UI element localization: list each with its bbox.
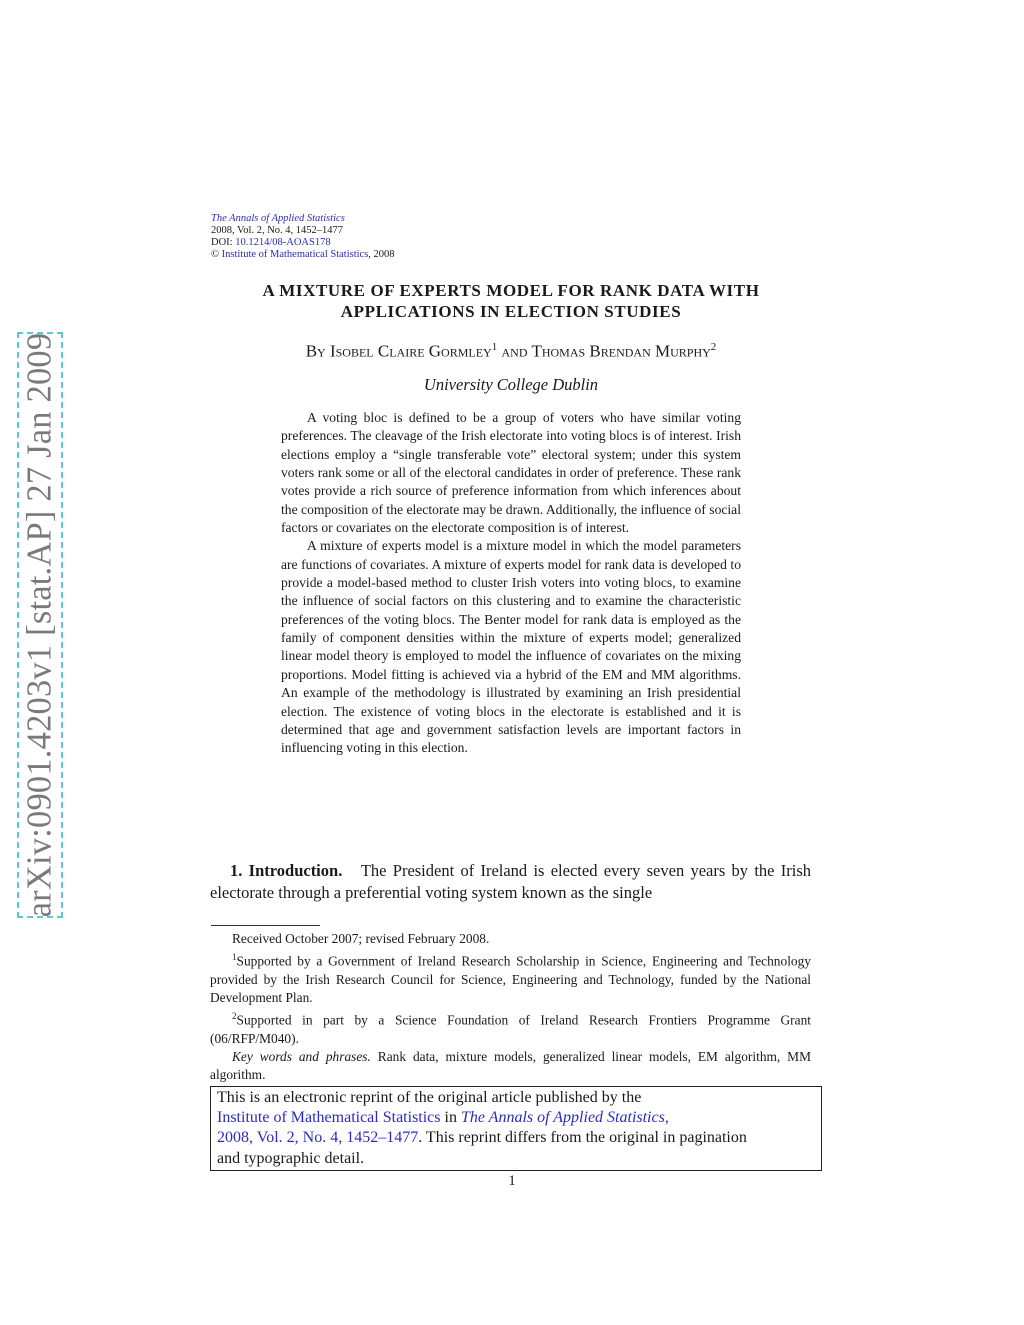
title-line-2: APPLICATIONS IN ELECTION STUDIES bbox=[340, 302, 682, 321]
introduction-section bbox=[210, 860, 811, 903]
author-line bbox=[210, 341, 812, 362]
reprint-in: in bbox=[440, 1109, 461, 1127]
footnote-1-mark: 1 bbox=[232, 952, 237, 963]
footnote-2: Supported in part by a Science Foundation of Ireland Research Frontiers Programme Grant (06/RFP/M040). bbox=[210, 1012, 811, 1046]
journal-header bbox=[211, 213, 395, 261]
by-label: By bbox=[305, 341, 330, 361]
author-1-footnote-mark: 1 bbox=[491, 341, 498, 353]
copyright-icon: © bbox=[211, 249, 219, 260]
author-2-footnote-mark: 2 bbox=[710, 341, 717, 353]
abstract bbox=[281, 409, 741, 758]
footnote-divider bbox=[211, 925, 320, 926]
institute-link[interactable]: Institute of Mathematical Statistics bbox=[221, 249, 369, 260]
reprint-citation-link[interactable]: 2008, Vol. 2, No. 4, 1452–1477 bbox=[217, 1129, 419, 1147]
paper-title bbox=[210, 280, 812, 322]
abstract-paragraph-2: A mixture of experts model is a mixture model in which the model parameters are functions of covariates. A mixture of experts model for rank data is developed to provide a model-based method to cluster Irish voters into voting blocs, to examine the influence of social factors on this clustering and to examine the characteristic preferences of the voting blocs. The Benter model for rank data is employed as the family of component densities within the mixture of experts model; generalized linear model theory is employed to model the influence of covariates on the mixing proportions. Model fitting is achieved via a hybrid of the EM and MM algorithms. An example of the methodology is illustrated by examining an Irish presidential election. The existence of voting blocs in the electorate is established and it is determined that age and government satisfaction levels are important factors in influencing voting in this election. bbox=[281, 538, 741, 756]
title-line-1: A MIXTURE OF EXPERTS MODEL FOR RANK DATA WITH bbox=[262, 281, 760, 300]
introduction-text: The President of Ireland is elected every seven years by the Irish electorate through a preferential voting system known as the single bbox=[210, 861, 811, 902]
arxiv-stamp[interactable] bbox=[17, 332, 63, 918]
footnotes bbox=[210, 930, 811, 1085]
reprint-institute-link[interactable]: Institute of Mathematical Statistics bbox=[217, 1109, 441, 1127]
arxiv-stamp-text: arXiv:0901.4203v1 [stat.AP] 27 Jan 2009 bbox=[20, 332, 59, 918]
author-1: Isobel Claire Gormley bbox=[329, 341, 492, 361]
affiliation: University College Dublin bbox=[423, 375, 599, 394]
reprint-differs: . This reprint differs from the original in pagination bbox=[418, 1129, 747, 1147]
received-note: Received October 2007; revised February 2008. bbox=[232, 931, 490, 946]
reprint-comma: , bbox=[664, 1109, 669, 1127]
section-heading: 1. Introduction. bbox=[230, 861, 343, 880]
journal-link[interactable]: The Annals of Applied Statistics bbox=[211, 213, 345, 224]
abstract-paragraph-1: A voting bloc is defined to be a group of voters who have similar voting preferences. The cleavage of the Irish electorate into voting blocs is of interest. Irish elections employ a “single transferable vote” electoral system; under this system voters rank some or all of the electoral candidates in order of preference. These rank votes provide a rich source of preference information from which inferences about the composition of the electorate may be drawn. Additionally, the influence of social factors or covariates on the electorate composition is of interest. bbox=[281, 410, 741, 536]
reprint-notice-box bbox=[210, 1086, 822, 1171]
doi-link[interactable]: 10.1214/08-AOAS178 bbox=[235, 237, 331, 248]
reprint-line-4: and typographic detail. bbox=[217, 1149, 365, 1167]
reprint-journal-link[interactable]: The Annals of Applied Statistics bbox=[460, 1109, 665, 1127]
and-label: and bbox=[497, 341, 532, 361]
copyright-year: , 2008 bbox=[368, 249, 395, 260]
page-number: 1 bbox=[508, 1173, 516, 1189]
keywords: Rank data, mixture models, generalized linear models, EM algorithm, MM algorithm. bbox=[210, 1049, 811, 1083]
volume-line: 2008, Vol. 2, No. 4, 1452–1477 bbox=[211, 225, 344, 236]
doi-label: DOI: bbox=[211, 237, 236, 248]
author-2: Thomas Brendan Murphy bbox=[531, 341, 711, 361]
footnote-1: Supported by a Government of Ireland Research Scholarship in Science, Engineering and Technology provided by the Irish Research Council for Science, Engineering and Technology, funded by the National Development Plan. bbox=[210, 953, 811, 1006]
footnote-2-mark: 2 bbox=[232, 1011, 237, 1022]
reprint-line-1: This is an electronic reprint of the original article published by the bbox=[217, 1089, 642, 1106]
keywords-label: Key words and phrases. bbox=[232, 1049, 371, 1065]
